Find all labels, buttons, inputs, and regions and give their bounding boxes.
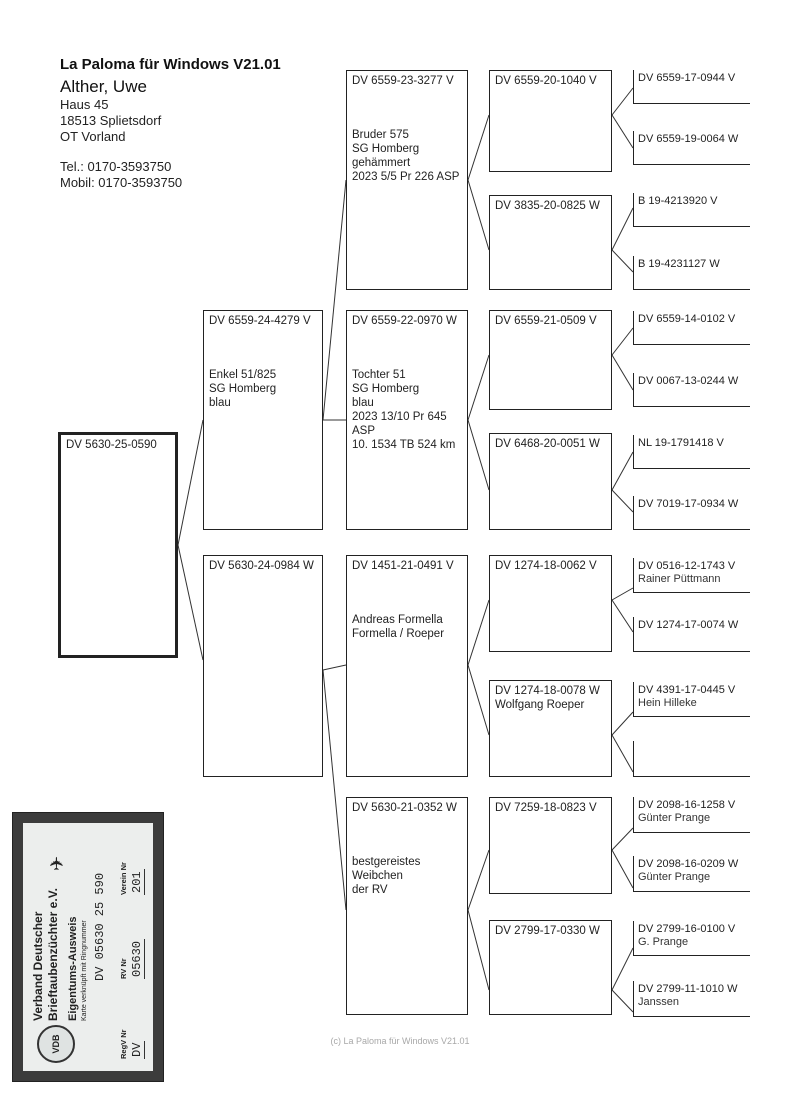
breeder-name: Janssen [638,996,679,1008]
pedigree-g4-7[interactable] [633,435,750,469]
pedigree-g3-6[interactable] [489,680,612,777]
pedigree-g4-13[interactable] [633,797,750,833]
pedigree-g4-8[interactable] [633,496,750,530]
ring-number: DV 6559-20-1040 V [495,75,597,87]
ring-number: DV 1274-18-0062 V [495,560,597,572]
pedigree-grandfather-maternal[interactable] [346,555,468,777]
ring-number: DV 4391-17-0445 V [638,684,736,696]
ring-number: DV 1274-17-0074 W [638,619,739,631]
pedigree-g3-3[interactable] [489,310,612,410]
ring-number: DV 2799-16-0100 V [638,923,736,935]
ring-number: B 19-4231127 W [638,258,720,270]
pedigree-g3-7[interactable] [489,797,612,894]
pedigree-g3-5[interactable] [489,555,612,652]
verein-value: 201 [130,871,144,893]
rv-label: RV Nr [119,958,128,979]
card-inner [23,823,153,1071]
pedigree-g4-4[interactable] [633,256,750,290]
pedigree-g4-11[interactable] [633,682,750,717]
breeder-name: Hein Hilleke [638,697,697,709]
pedigree-g4-15[interactable] [633,921,750,956]
pedigree-g4-9[interactable] [633,558,750,593]
pedigree-g3-4[interactable] [489,433,612,530]
card-org-line-1: Verband Deutscher [31,911,45,1021]
breeder-name: Rainer Püttmann [638,573,721,585]
pedigree-g4-6[interactable] [633,373,750,407]
pedigree-g4-10[interactable] [633,617,750,652]
ring-number: DV 6559-23-3277 V [352,75,454,87]
pedigree-g3-1[interactable] [489,70,612,172]
ring-number: DV 2799-17-0330 W [495,925,600,937]
breeder-name: Wolfgang Roeper [495,699,585,711]
regv-label: RegV Nr [119,1029,128,1059]
association-seal-icon: VDB [37,1025,75,1063]
card-subtitle: Karte verknüpft mit Ringnummer [81,920,88,1021]
ring-number: DV 3835-20-0825 W [495,200,600,212]
ring-number: DV 7259-18-0823 V [495,802,597,814]
pedigree-grandmother-maternal[interactable] [346,797,468,1015]
pedigree-father[interactable] [203,310,323,530]
ring-number: DV 2098-16-1258 V [638,799,736,811]
card-content [23,823,153,1071]
footer-copyright: (c) La Paloma für Windows V21.01 [330,1036,470,1046]
ring-number: DV 6559-14-0102 V [638,313,736,325]
pedigree-g4-3[interactable] [633,193,750,227]
ring-number: DV 6559-19-0064 W [638,133,739,145]
owner-name: Alther, Uwe [60,77,147,96]
phone-number: Tel.: 0170-3593750 [60,159,172,174]
pedigree-g3-2[interactable] [489,195,612,290]
verein-label: Verein Nr [119,862,128,895]
pedigree-g4-12[interactable] [633,741,750,777]
rv-value: 05630 [130,940,144,977]
ring-number: DV 5630-24-0984 W [209,560,314,572]
ring-number: DV 2098-16-0209 W [638,858,739,870]
pigeon-info: Bruder 575 SG Homberg gehämmert 2023 5/5 Pr 226 ASP [352,129,460,183]
ring-number: DV 2799-11-1010 W [638,983,738,995]
mobile-number: Mobil: 0170-3593750 [60,175,183,190]
card-title: Eigentums-Ausweis [67,916,79,1021]
breeder-name: Günter Prange [638,812,711,824]
address-line-1: Haus 45 [60,97,109,112]
ring-number: DV 0067-13-0244 W [638,375,739,387]
ring-number: DV 6559-22-0970 W [352,315,457,327]
ring-number: DV 6468-20-0051 W [495,438,600,450]
breeder-name: Günter Prange [638,871,711,883]
pedigree-g4-14[interactable] [633,856,750,892]
pedigree-subject[interactable] [58,432,178,658]
address-line-3: OT Vorland [60,129,126,144]
pedigree-g4-2[interactable] [633,131,750,165]
ring-number: DV 0516-12-1743 V [638,560,736,572]
ring-number: DV 1274-18-0078 W [495,685,600,697]
pigeon-info: Andreas Formella Formella / Roeper [352,614,445,640]
pigeon-info: bestgereistes Weibchen der RV [352,856,421,896]
pedigree-g4-5[interactable] [633,311,750,345]
regv-value: DV [130,1042,144,1057]
card-ring-number: DV 05630 25 590 [93,872,107,981]
ring-number: DV 7019-17-0934 W [638,498,739,510]
pigeon-info: Tochter 51 SG Homberg blau 2023 13/10 Pr 645 ASP 10. 1534 TB 524 km [352,369,456,451]
ring-number: DV 5630-25-0590 [66,439,157,451]
pedigree-mother[interactable] [203,555,323,777]
breeder-name: G. Prange [638,936,689,948]
ring-number: DV 6559-21-0509 V [495,315,597,327]
pedigree-g3-8[interactable] [489,920,612,1015]
ring-number: DV 5630-21-0352 W [352,802,457,814]
ring-number: DV 6559-24-4279 V [209,315,311,327]
ring-number: NL 19-1791418 V [638,437,724,449]
address-line-2: 18513 Splietsdorf [60,113,162,128]
pigeon-stamp-icon: ✈ [47,855,67,871]
pigeon-info: Enkel 51/825 SG Homberg blau [209,369,277,409]
app-title: La Paloma für Windows V21.01 [60,56,281,73]
ring-number: B 19-4213920 V [638,195,718,207]
ring-number: DV 1451-21-0491 V [352,560,454,572]
ring-number: DV 6559-17-0944 V [638,72,736,84]
pedigree-grandfather-paternal[interactable] [346,70,468,290]
pedigree-g4-1[interactable] [633,70,750,104]
pedigree-g4-16[interactable] [633,981,750,1017]
card-org-line-2: Brieftaubenzüchter e.V. [46,888,60,1021]
pedigree-grandmother-paternal[interactable] [346,310,468,530]
